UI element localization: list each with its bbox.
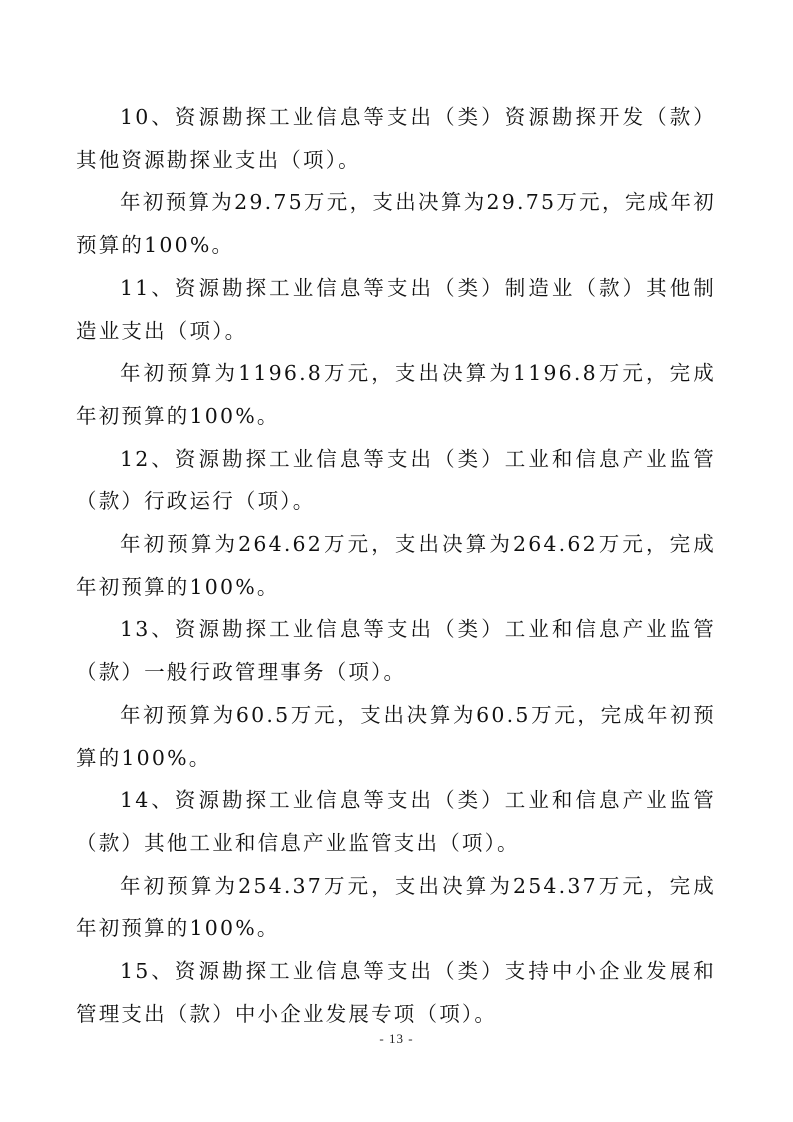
item-13-heading: 13、资源勘探工业信息等支出（类）工业和信息产业监管（款）一般行政管理事务（项）。: [76, 617, 716, 685]
item-13-budget: 年初预算为60.5万元，支出决算为60.5万元，完成年初预算的100%。: [76, 702, 716, 770]
item-14-heading: 14、资源勘探工业信息等支出（类）工业和信息产业监管（款）其他工业和信息产业监管支出（项）。: [76, 788, 716, 855]
item-10-budget: 年初预算为29.75万元，支出决算为29.75万元，完成年初预算的100%。: [76, 190, 716, 258]
page-number: - 13 -: [379, 1031, 414, 1046]
item-12-budget: 年初预算为264.62万元，支出决算为264.62万元，完成年初预算的100%。: [76, 532, 716, 599]
item-14-budget: 年初预算为254.37万元，支出决算为254.37万元，完成年初预算的100%。: [76, 873, 716, 941]
item-12-heading: 12、资源勘探工业信息等支出（类）工业和信息产业监管（款）行政运行（项）。: [76, 446, 716, 514]
item-10-heading: 10、资源勘探工业信息等支出（类）资源勘探开发（款）其他资源勘探业支出（项）。: [76, 105, 716, 172]
document-body: [76, 96, 716, 1035]
item-15-heading: 15、资源勘探工业信息等支出（类）支持中小企业发展和管理支出（款）中小企业发展专项（项）。: [76, 959, 716, 1026]
item-11-heading: 11、资源勘探工业信息等支出（类）制造业（款）其他制造业支出（项）。: [76, 275, 716, 343]
item-11-budget: 年初预算为1196.8万元，支出决算为1196.8万元，完成年初预算的100%。: [76, 361, 716, 428]
